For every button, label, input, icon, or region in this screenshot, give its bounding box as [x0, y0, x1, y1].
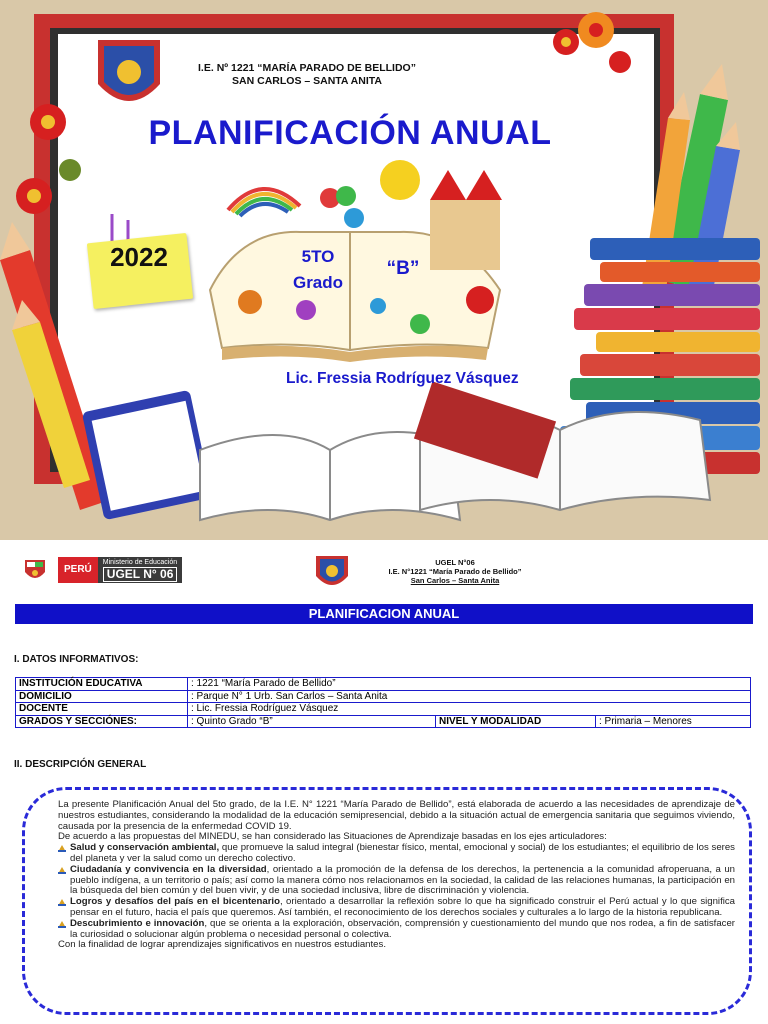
cover-title: PLANIFICACIÓN ANUAL — [148, 114, 552, 152]
row-label: DOCENTE — [16, 703, 188, 716]
bullet-icon — [58, 921, 66, 928]
section-label: “B” — [386, 258, 420, 279]
section-banner: PLANIFICACION ANUAL — [15, 604, 753, 624]
bullet-icon — [58, 899, 66, 906]
list-item — [58, 897, 735, 919]
teacher-name: Lic. Fressia Rodríguez Vásquez — [286, 370, 519, 387]
peru-label: PERÚ — [58, 557, 98, 583]
peru-coat-of-arms-icon — [22, 556, 48, 584]
row-value: : 1221 “María Parado de Bellido” — [188, 678, 751, 691]
intro-paragraph: La presente Planificación Anual del 5to grado, de la I.E. N° 1221 “María Parado de Bellido”, está elaborada de acuerdo a las necesidades de aprendizaje de nuestros estudiantes, considerando la modalidad de la educación semipresencial, debido a la situación actual de emergencia sanitaria que seguimos viviendo, causada por la presencia de la enfermedad COVID 19. — [58, 799, 735, 832]
grade-number: 5TO — [301, 247, 335, 266]
bullet-heading: Salud y conservación ambiental, — [70, 842, 220, 854]
cover-school-header — [182, 62, 432, 88]
school-crest-small-icon — [314, 554, 350, 592]
table-row — [16, 703, 751, 716]
list-item — [58, 865, 735, 897]
table-row — [16, 690, 751, 703]
intro-paragraph-2: De acuerdo a las propuestas del MINEDU, se han considerado las Situaciones de Aprendizaje basadas en los ejes articuladores: — [58, 831, 607, 843]
table-row — [16, 678, 751, 691]
section1-title: I. DATOS INFORMATIVOS: — [14, 654, 139, 665]
grade-word: Grado — [292, 273, 344, 292]
minedu-block — [98, 557, 183, 583]
row-label: GRADOS Y SECCIÓNES: — [16, 715, 188, 728]
ugel-location: San Carlos – Santa Anita — [410, 576, 500, 585]
grade-label — [286, 244, 350, 296]
bullet-icon — [58, 867, 66, 874]
bullet-heading: Descubrimiento e innovación — [70, 917, 205, 929]
school-location: SAN CARLOS – SANTA ANITA — [232, 75, 382, 87]
row-value: : Lic. Fressia Rodríguez Vásquez — [188, 703, 751, 716]
bullet-icon — [58, 845, 66, 852]
row-label-2: NIVEL Y MODALIDAD — [436, 715, 596, 728]
description-box — [22, 787, 752, 1015]
row-value: : Parque N° 1 Urb. San Carlos – Santa Anita — [188, 690, 751, 703]
row-value-2: : Primaria – Menores — [596, 715, 751, 728]
ugel-logo-label: UGEL N° 06 — [103, 567, 178, 582]
bullet-text: , que se orienta a la exploración, observación, comprensión y cuestionamiento del mundo que nos rodea, a fin de satisfacer la curiosidad o solucionar algún problema o necesidad personal o colectiva. — [70, 917, 735, 940]
row-label: INSTITUCIÓN EDUCATIVA — [16, 678, 188, 691]
list-item — [58, 843, 735, 865]
ugel-school-name: I.E. N°1221 “María Parado de Bellido” — [388, 567, 522, 576]
document-section — [0, 540, 768, 1024]
bullet-heading: Ciudadanía y convivencia en la diversidad — [70, 863, 267, 875]
school-name: I.E. Nº 1221 “MARÍA PARADO DE BELLIDO” — [198, 62, 416, 74]
ugel-logo — [58, 556, 182, 584]
row-label: DOMICILIO — [16, 690, 188, 703]
bullet-text: , orientado a desarrollar la reflexión sobre lo que ha significado construir el Perú actual y lo que significa pensar en el futuro, hacia el país que queremos. Así también, el reconocimiento de los derechos sociales y culturales a lo largo de la historia republicana. — [70, 896, 735, 918]
year-label: 2022 — [110, 242, 168, 272]
table-row — [16, 715, 751, 728]
ugel-header-text — [365, 558, 545, 585]
bullet-heading: Logros y desafíos del país en el bicentenario — [70, 896, 280, 908]
header-logos — [22, 556, 182, 584]
closing-paragraph: Con la finalidad de lograr aprendizajes significativos en nuestros estudiantes. — [58, 939, 386, 951]
ugel-number: UGEL N°06 — [435, 558, 475, 567]
info-table — [15, 677, 751, 728]
section2-title: II. DESCRIPCIÓN GENERAL — [14, 759, 147, 770]
bullet-text: que promueve la salud integral (bienestar físico, mental, emocional y social) de los estudiantes; el equilibrio de los seres del planeta y ver la salud como un derecho colectivo. — [70, 842, 735, 864]
bullet-text: , orientado a la promoción de la defensa de los derechos, la pertenencia a la comunidad afroperuana, a un pueblo indígena, a un territorio o país; así como la manera cómo nos relacionamos en la sociedad, la calidad de las relaciones humanas, la participación en la búsqueda del bien común y del buen vivir, y de una sociedad inclusiva, libre de discriminación y violencia. — [70, 863, 736, 897]
school-crest-icon — [98, 40, 160, 101]
row-value: : Quinto Grado “B” — [188, 715, 436, 728]
ministry-label: Ministerio de Educación — [102, 558, 178, 566]
list-item — [58, 919, 735, 941]
